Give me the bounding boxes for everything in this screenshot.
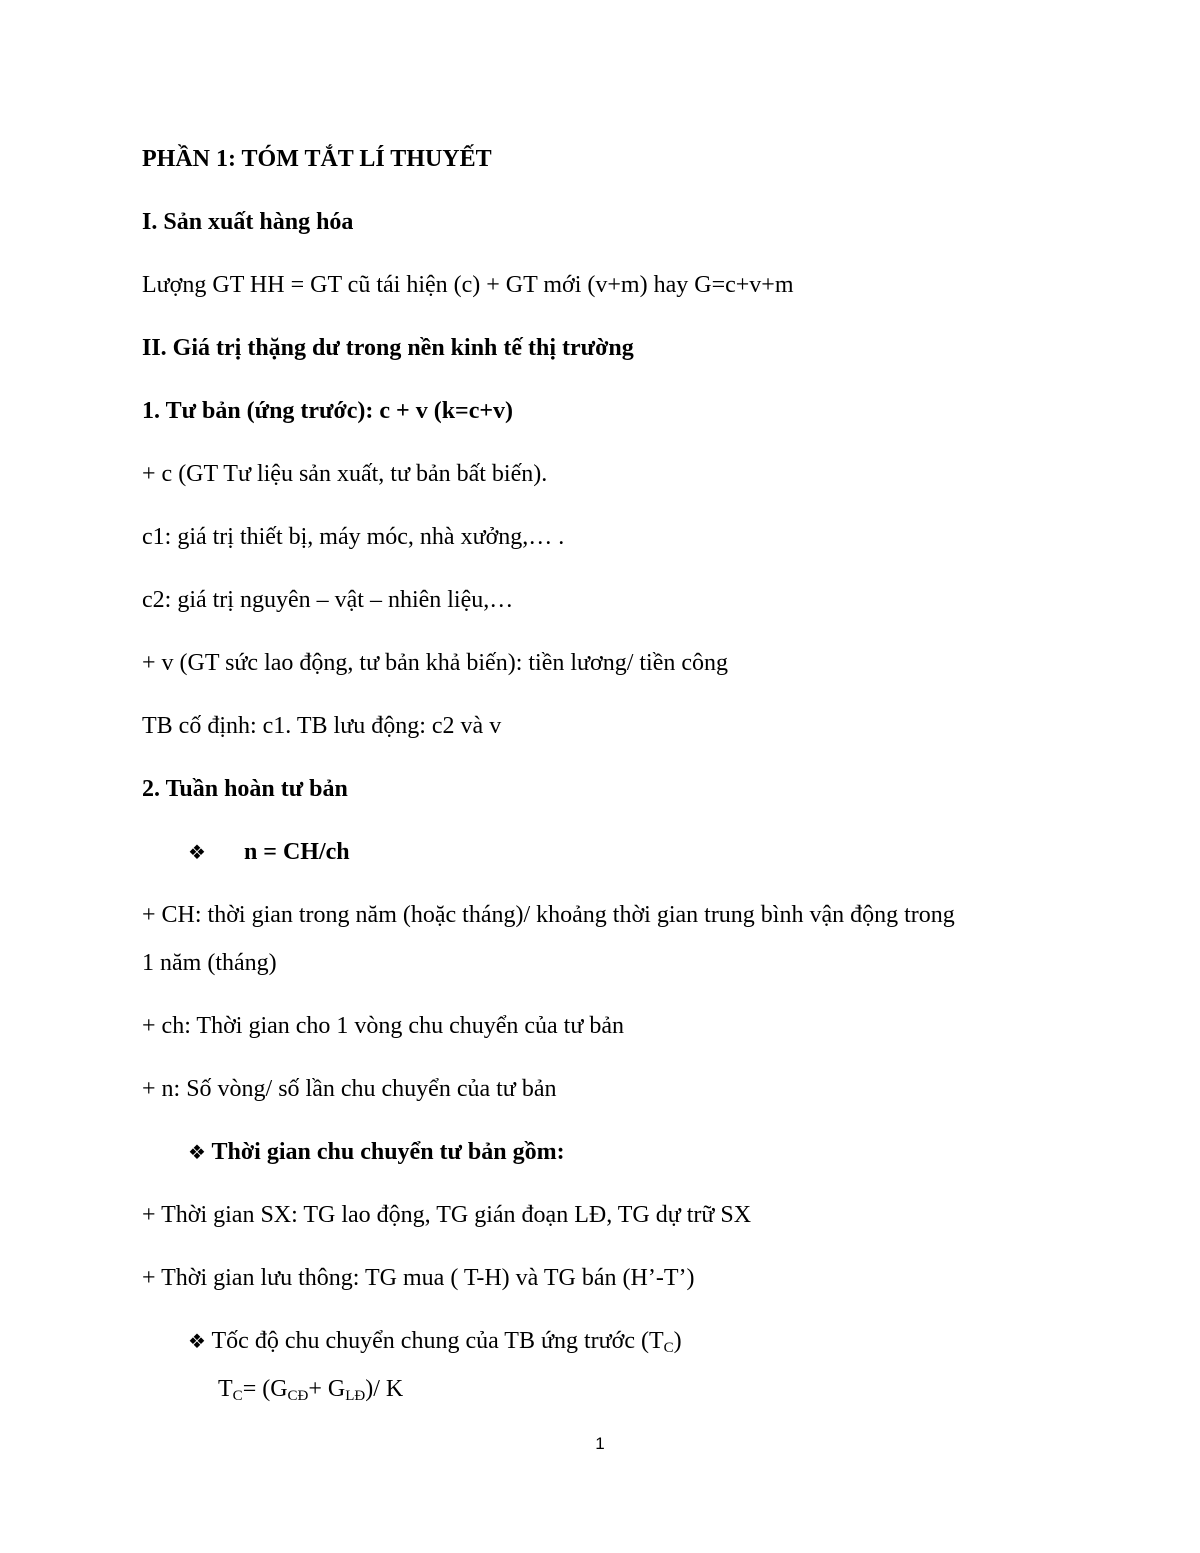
- diamond-bullet-icon: ❖: [188, 1140, 206, 1164]
- turnover-speed-label: Tốc độ chu chuyển chung của TB ứng trước (T: [211, 1328, 664, 1354]
- tc-subscript: C: [663, 1340, 674, 1356]
- c2-line: c2: giá trị nguyên – vật – nhiên liệu,…: [142, 587, 514, 613]
- n-definition-line: + n: Số vòng/ số lần chu chuyển của tư bản: [142, 1076, 557, 1102]
- ch-definition-line-1: + CH: thời gian trong năm (hoặc tháng)/ khoảng thời gian trung bình vận động trong: [142, 902, 955, 928]
- diamond-bullet-icon: ❖: [188, 1329, 206, 1353]
- c1-line: c1: giá trị thiết bị, máy móc, nhà xưởng,… .: [142, 524, 565, 550]
- section-heading-surplus-value: II. Giá trị thặng dư trong nền kinh tế thị trường: [142, 335, 634, 361]
- ch-lower-definition-line: + ch: Thời gian cho 1 vòng chu chuyển của tư bản: [142, 1013, 625, 1039]
- part-title: PHẦN 1: TÓM TẮT LÍ THUYẾT: [142, 146, 492, 172]
- turnover-speed-formula: $T_C= (G_{CĐ}+ G_{LĐ})/$ K: [218, 1376, 404, 1404]
- value-formula-line: Lượng GT HH = GT cũ tái hiện (c) + GT mới (v+m) hay G=c+v+m: [142, 272, 794, 298]
- fixed-circulating-capital-line: TB cố định: c1. TB lưu động: c2 và v: [142, 713, 502, 739]
- subheading-capital: 1. Tư bản (ứng trước): c + v (k=c+v): [142, 398, 514, 424]
- production-time-line: + Thời gian SX: TG lao động, TG gián đoạn LĐ, TG dự trữ SX: [142, 1202, 752, 1228]
- turnover-time-label: Thời gian chu chuyển tư bản gồm:: [211, 1139, 565, 1165]
- turnover-formula: n = CH/ch: [243, 839, 350, 865]
- turnover-speed-line: ❖ Tốc độ chu chuyển chung của TB ứng trước $(T_C)$: [188, 1328, 682, 1356]
- constant-capital-line: + c (GT Tư liệu sản xuất, tư bản bất biến).: [142, 461, 548, 487]
- subheading-capital-circulation: 2. Tuần hoàn tư bản: [142, 776, 348, 802]
- turnover-time-heading: [188, 1138, 565, 1166]
- section-heading-commodity-production: I. Sản xuất hàng hóa: [142, 209, 354, 235]
- variable-capital-line: + v (GT sức lao động, tư bản khả biến): tiền lương/ tiền công: [142, 650, 729, 676]
- page-number: 1: [595, 1434, 605, 1453]
- diamond-bullet-icon: ❖: [188, 840, 206, 864]
- ch-definition-line-2: 1 năm (tháng): [142, 950, 277, 976]
- circulation-time-line: + Thời gian lưu thông: TG mua ( T-H) và TG bán (H’-T’): [142, 1265, 695, 1291]
- turnover-formula-line: [188, 838, 350, 866]
